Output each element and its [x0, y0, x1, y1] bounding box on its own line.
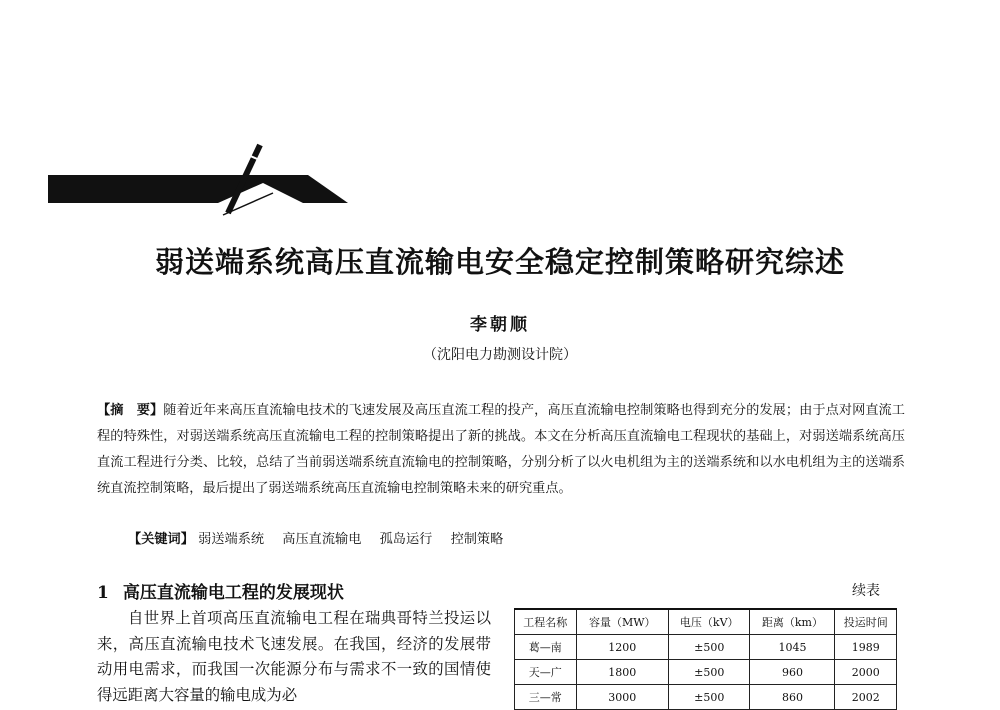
table-cell: 1200: [576, 635, 668, 660]
section-heading: [97, 578, 344, 603]
section-body-text: 自世界上首项高压直流输电工程在瑞典哥特兰投运以来，高压直流输电技术飞速发展。在我国，经济的发展带动用电需求，而我国一次能源分布与需求不一致的国情使得远距离大容量的输电成为必: [97, 609, 491, 704]
keyword: 高压直流输电: [282, 532, 362, 547]
table-cell: 天—广: [515, 660, 577, 685]
table-cell: 1800: [576, 660, 668, 685]
table-cell: 1989: [835, 635, 897, 660]
table-header-cell: 工程名称: [515, 609, 577, 635]
table-continued-label: 续表: [852, 583, 880, 599]
abstract: [97, 398, 905, 502]
table-cell: 2002: [835, 685, 897, 710]
table-header-row: [515, 609, 897, 635]
table-row: [515, 660, 897, 685]
table-cell: 2000: [835, 660, 897, 685]
section-title: 高压直流输电工程的发展现状: [122, 583, 344, 603]
table-cell: 960: [750, 660, 835, 685]
table-row: [515, 635, 897, 660]
table-header-cell: 距离（km）: [750, 609, 835, 635]
keywords: [128, 527, 828, 553]
keyword: 控制策略: [450, 532, 504, 547]
table-header-cell: 投运时间: [835, 609, 897, 635]
table-header-cell: 容量（MW）: [576, 609, 668, 635]
keyword: 弱送端系统: [198, 532, 265, 547]
table-row: [515, 685, 897, 710]
paper-title: 弱送端系统高压直流输电安全稳定控制策略研究综述: [154, 245, 845, 279]
table-header-cell: 电压（kV）: [668, 609, 750, 635]
table-cell: 3000: [576, 685, 668, 710]
author-name: 李朝顺: [470, 315, 530, 335]
header-banner-graphic: [48, 135, 353, 225]
section-number: 1: [97, 583, 109, 603]
table-cell: 860: [750, 685, 835, 710]
table-cell: 1045: [750, 635, 835, 660]
table-cell: ±500: [668, 685, 750, 710]
table-cell: ±500: [668, 660, 750, 685]
hvdc-projects-table: [514, 608, 897, 710]
banner-black-band: [48, 175, 348, 203]
table-cell: ±500: [668, 635, 750, 660]
abstract-label: 【摘 要】: [97, 403, 164, 418]
author-affiliation: （沈阳电力勘测设计院）: [423, 347, 577, 363]
keywords-label: 【关键词】: [128, 532, 194, 547]
table-cell: 葛—南: [515, 635, 577, 660]
table-cell: 三—常: [515, 685, 577, 710]
abstract-text: 随着近年来高压直流输电技术的飞速发展及高压直流工程的投产，高压直流输电控制策略也得到充分的发展；由于点对网直流工程的特殊性，对弱送端系统高压直流输电工程的控制策略提出了新的挑战。本文在分析高压直流输电工程现状的基础上，对弱送端系统高压直流工程进行分类、比较，总结了当前弱送端系统直流输电的控制策略，分别分析了以火电机组为主的送端系统和以水电机组为主的送端系统直流控制策略，最后提出了弱送端系统高压直流输电控制策略未来的研究重点。: [97, 403, 905, 496]
keyword: 孤岛运行: [379, 532, 433, 547]
